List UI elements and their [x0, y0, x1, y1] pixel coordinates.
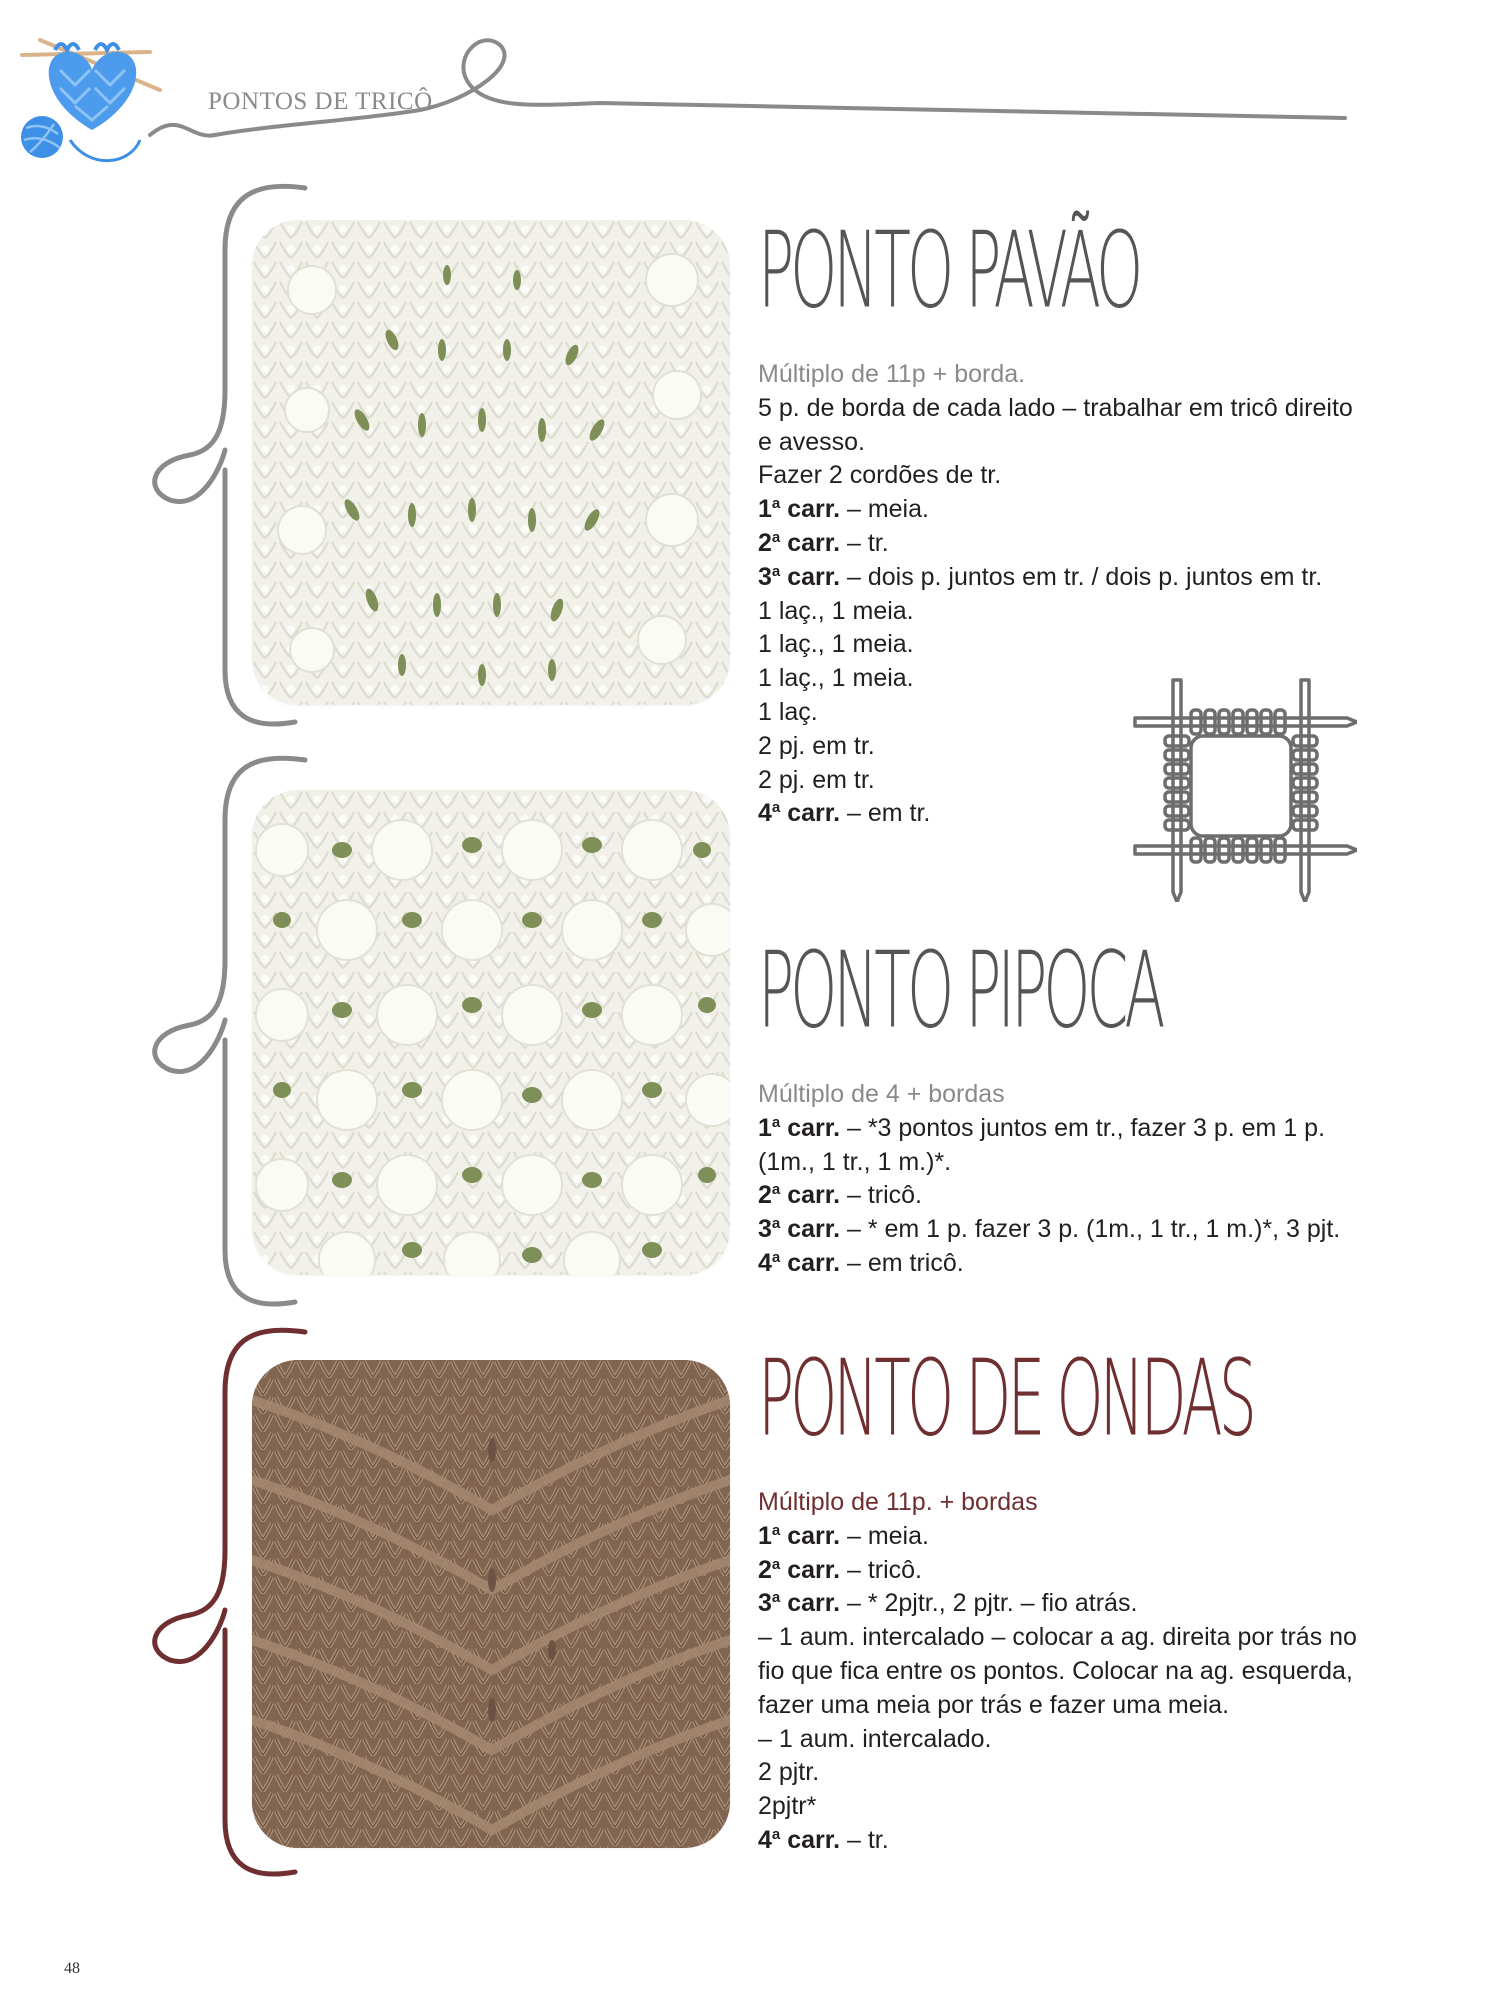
- instruction-text: 1 laç., 1 meia.: [758, 596, 914, 625]
- title-ponto-de-ondas: PONTO DE ONDAS: [758, 1338, 1253, 1461]
- row-instruction: [758, 493, 1353, 527]
- instruction-line: [758, 426, 1353, 460]
- instruction-text: Múltiplo de 11p. + bordas: [758, 1488, 1038, 1516]
- instruction-text: 1 laç.: [758, 697, 818, 726]
- row-label: [758, 1215, 840, 1243]
- row-number: 1: [758, 495, 772, 524]
- instructions-ponto-pipoca: [758, 1078, 1340, 1281]
- row-ordinal: a: [771, 1248, 781, 1266]
- instruction-text: – 1 aum. intercalado.: [758, 1724, 992, 1753]
- instruction-text: 5 p. de borda de cada lado – trabalhar em tricô direito: [758, 393, 1353, 422]
- instruction-text: – tr.: [840, 1825, 889, 1854]
- instruction-text: 1 laç., 1 meia.: [758, 630, 914, 659]
- multiple-note: [758, 358, 1353, 392]
- row-instruction: [758, 1179, 1340, 1213]
- instruction-text: 2 pj. em tr.: [758, 765, 875, 794]
- instruction-line: [758, 1689, 1357, 1723]
- instruction-text: 2 pjtr.: [758, 1758, 820, 1787]
- row-number: 1: [758, 1521, 772, 1550]
- row-label-text: carr.: [780, 1181, 841, 1210]
- row-label: [758, 495, 840, 523]
- row-ordinal: a: [771, 1215, 781, 1233]
- row-label-text: carr.: [780, 1555, 841, 1584]
- instruction-line: [758, 628, 1353, 662]
- instruction-line: [758, 1756, 1357, 1790]
- row-label-text: carr.: [780, 1521, 841, 1550]
- instruction-line: [758, 1790, 1357, 1824]
- row-ordinal: a: [771, 1113, 781, 1131]
- instruction-text: 2pjtr*: [758, 1792, 817, 1821]
- page-number: 48: [64, 1960, 80, 1977]
- instruction-line: [758, 1146, 1340, 1180]
- instruction-text: – meia.: [840, 1521, 929, 1550]
- heart-knit-icon: [49, 44, 136, 130]
- row-instruction: [758, 1587, 1357, 1621]
- row-label: [758, 1522, 840, 1550]
- row-label: [758, 1589, 840, 1617]
- instruction-text: – 1 aum. intercalado – colocar a ag. direita por trás no: [758, 1623, 1357, 1652]
- row-ordinal: a: [771, 1589, 781, 1607]
- row-label-text: carr.: [780, 799, 841, 828]
- row-number: 2: [758, 528, 772, 557]
- multiple-note: [758, 1078, 1340, 1112]
- instruction-text: Múltiplo de 4 + bordas: [758, 1080, 1005, 1108]
- row-label-text: carr.: [780, 1113, 841, 1142]
- instructions-ponto-de-ondas: [758, 1486, 1357, 1858]
- title-ponto-pipoca: PONTO PIPOCA: [758, 930, 1162, 1053]
- instruction-text: – tr.: [840, 528, 889, 557]
- instruction-text: e avesso.: [758, 427, 866, 456]
- instruction-line: [758, 459, 1353, 493]
- row-ordinal: a: [771, 1181, 781, 1199]
- row-label-text: carr.: [780, 1589, 841, 1618]
- row-number: 2: [758, 1555, 772, 1584]
- row-ordinal: a: [771, 799, 781, 817]
- row-number: 2: [758, 1181, 772, 1210]
- instruction-line: [758, 1723, 1357, 1757]
- row-instruction: [758, 1213, 1340, 1247]
- row-number: 3: [758, 1215, 772, 1244]
- row-label: [758, 799, 840, 827]
- instruction-line: [758, 1655, 1357, 1689]
- instruction-text: 2 pj. em tr.: [758, 731, 875, 760]
- instruction-text: – em tr.: [840, 799, 931, 828]
- header-title: PONTOS DE TRICÔ: [208, 88, 433, 115]
- row-label: [758, 1556, 840, 1584]
- instruction-line: [758, 595, 1353, 629]
- row-label-text: carr.: [780, 562, 841, 591]
- row-ordinal: a: [771, 1825, 781, 1843]
- knitted-square-illustration: [1125, 670, 1357, 902]
- row-label-text: carr.: [780, 1215, 841, 1244]
- row-label: [758, 1181, 840, 1209]
- instruction-text: – meia.: [840, 495, 929, 524]
- instruction-text: 1 laç., 1 meia.: [758, 664, 914, 693]
- row-instruction: [758, 1112, 1340, 1146]
- row-label-text: carr.: [780, 1825, 841, 1854]
- instruction-text: – em tricô.: [840, 1248, 964, 1277]
- row-instruction: [758, 1247, 1340, 1281]
- row-instruction: [758, 1520, 1357, 1554]
- instruction-line: [758, 392, 1353, 426]
- title-ponto-pavao: PONTO PAVÃO: [758, 210, 1140, 333]
- row-ordinal: a: [771, 528, 781, 546]
- row-number: 4: [758, 799, 772, 828]
- row-ordinal: a: [771, 1555, 781, 1573]
- row-label-text: carr.: [780, 1248, 841, 1277]
- instruction-text: – * em 1 p. fazer 3 p. (1m., 1 tr., 1 m.)*, 3 pjt.: [840, 1215, 1341, 1244]
- instruction-text: – tricô.: [840, 1181, 923, 1210]
- instruction-text: – *3 pontos juntos em tr., fazer 3 p. em 1 p.: [840, 1113, 1326, 1142]
- swatch-ponto-pavao: [252, 220, 730, 705]
- row-instruction: [758, 1824, 1357, 1858]
- row-label-text: carr.: [780, 528, 841, 557]
- row-ordinal: a: [771, 1521, 781, 1539]
- row-instruction: [758, 527, 1353, 561]
- row-ordinal: a: [771, 562, 781, 580]
- instruction-text: – dois p. juntos em tr. / dois p. juntos em tr.: [840, 562, 1323, 591]
- instruction-text: fio que fica entre os pontos. Colocar na ag. esquerda,: [758, 1656, 1353, 1685]
- instruction-text: – tricô.: [840, 1555, 923, 1584]
- instruction-text: (1m., 1 tr., 1 m.)*.: [758, 1147, 952, 1176]
- row-number: 4: [758, 1825, 772, 1854]
- row-label: [758, 1249, 840, 1277]
- instruction-line: [758, 1621, 1357, 1655]
- row-instruction: [758, 561, 1353, 595]
- row-label-text: carr.: [780, 495, 841, 524]
- row-number: 4: [758, 1248, 772, 1277]
- instruction-text: Fazer 2 cordões de tr.: [758, 461, 1002, 490]
- row-ordinal: a: [771, 495, 781, 513]
- instruction-text: fazer uma meia por trás e fazer uma meia.: [758, 1690, 1230, 1719]
- row-label: [758, 1114, 840, 1142]
- row-number: 1: [758, 1113, 772, 1142]
- yarn-ball-icon: [21, 116, 63, 158]
- swatch-ponto-de-ondas: [252, 1360, 730, 1848]
- row-number: 3: [758, 1589, 772, 1618]
- row-label: [758, 563, 840, 591]
- instruction-text: – * 2pjtr., 2 pjtr. – fio atrás.: [840, 1589, 1138, 1618]
- swatch-ponto-pipoca: [252, 790, 730, 1275]
- instruction-text: Múltiplo de 11p + borda.: [758, 360, 1026, 388]
- row-number: 3: [758, 562, 772, 591]
- row-label: [758, 529, 840, 557]
- multiple-note: [758, 1486, 1357, 1520]
- row-label: [758, 1826, 840, 1854]
- row-instruction: [758, 1554, 1357, 1588]
